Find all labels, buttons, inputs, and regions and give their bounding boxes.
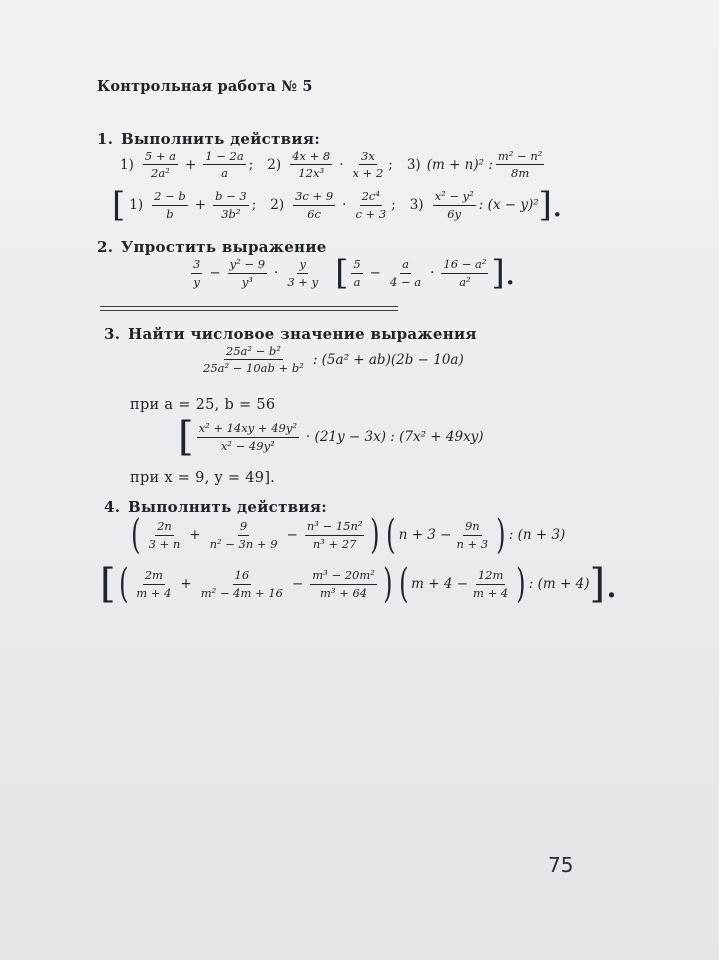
denominator: 6y [447,206,462,221]
operator: + [189,527,201,543]
task-3-condition: при a = 25, b = 56 [130,397,276,413]
numerator: m³ − 20m² [310,569,377,584]
fraction [143,150,178,179]
close-bracket: ]. [589,561,618,607]
item-label: 3) [406,156,421,173]
operator: · [342,197,347,213]
fraction [293,190,335,219]
task-1-alt-row [112,185,563,225]
fraction [353,190,388,219]
item-label: 2) [267,156,282,173]
fraction [228,258,267,287]
denominator: n³ + 27 [312,536,357,551]
numerator: 5 + a [143,150,178,165]
denominator: m + 4 [473,585,509,600]
denominator: a [221,166,228,181]
numerator: 1 − 2a [203,150,245,165]
task-2-title [97,238,327,256]
item-label: 1) [120,156,134,173]
numerator: x² + 14xy + 49y² [197,422,299,437]
denominator: y [193,274,200,289]
fraction [310,569,377,598]
denominator: a [353,274,361,289]
numerator: 3 [191,258,202,273]
task-4-main-row [128,512,566,558]
fraction [152,190,188,219]
task-1-main-row [120,150,547,179]
close-bracket: ]. [491,253,516,293]
expression: : (5a² + ab)(2b − 10a) [312,351,464,368]
operator: · [430,265,435,281]
numerator: a [400,258,411,273]
expression: : (m + 4) [528,576,590,592]
separator: ; [388,156,393,173]
denominator: m² − 4m + 16 [200,585,283,600]
expression: (m + n)² : [426,156,493,173]
numerator: 12m [476,569,506,584]
operator: + [184,156,197,173]
separator: ; [251,197,257,213]
expression: m + 4 − [411,576,469,592]
operator: + [194,197,207,213]
numerator: 2m [143,569,165,584]
task-4-number: 4. [104,498,121,516]
operator: · [339,156,344,173]
numerator: n³ − 15n² [305,520,365,535]
fraction [201,345,306,374]
fraction [351,258,362,287]
numerator: x² − y² [433,190,476,205]
fraction [290,150,332,179]
section-divider [100,310,398,311]
fraction [191,258,202,287]
page-number: 75 [548,853,574,877]
open-bracket: [ [112,185,126,225]
denominator: 3b² [221,206,241,221]
open-paren: ( [386,512,396,558]
denominator: n² − 3n + 9 [209,536,278,551]
task-3-main-row [198,345,464,374]
denominator: x² − 49y² [220,438,275,453]
operator: + [180,576,192,592]
denominator: c + 3 [355,206,387,221]
numerator: 9n [463,520,482,535]
numerator: y [297,258,308,273]
fraction [203,150,245,179]
numerator: 3c + 9 [293,190,335,205]
fraction [134,569,173,598]
open-bracket: [ [178,414,194,460]
task-2-text: Упростить выражение [121,238,327,256]
close-paren: ) [370,512,380,558]
numerator: b − 3 [213,190,249,205]
open-bracket: [ [335,253,349,293]
separator: ; [391,197,396,213]
fraction [147,520,183,549]
fraction [388,258,423,287]
operator: − [209,265,221,281]
numerator: 3x [359,150,377,165]
section-divider [100,306,398,307]
denominator: x + 2 [352,166,384,181]
page-title: Контрольная работа № 5 [97,78,313,95]
fraction [208,520,280,549]
operator: − [291,576,304,592]
open-paren: ( [398,561,409,607]
close-bracket: ]. [538,185,563,225]
task-3-text: Найти числовое значение выражения [128,325,477,343]
denominator: 6c [307,206,321,221]
operator: · [274,265,279,281]
denominator: m + 4 [136,585,172,600]
fraction [454,520,490,549]
denominator: m³ + 64 [320,585,368,600]
task-3-alt-condition: при x = 9, y = 49]. [130,470,276,486]
task-4-text: Выполнить действия: [128,498,328,516]
close-paren: ) [383,561,393,607]
task-3-title [104,325,477,343]
denominator: 8m [511,166,530,181]
numerator: 4x + 8 [290,150,332,165]
task-1-title [97,130,320,148]
numerator: 2c⁴ [360,190,382,205]
task-1-number: 1. [97,130,114,148]
denominator: n + 3 [456,536,489,551]
open-paren: ( [131,512,141,558]
operator: − [286,527,298,543]
fraction [213,190,249,219]
fraction [496,150,544,179]
fraction [471,569,510,598]
numerator: 16 [233,569,252,584]
denominator: 12x³ [298,166,325,181]
fraction [441,258,488,287]
denominator: 3 + n [148,536,181,551]
denominator: y³ [241,274,253,289]
task-2-row [188,253,516,293]
numerator: 2n [155,520,174,535]
expression: n + 3 − [398,527,452,543]
task-3-alt-row [178,414,484,460]
numerator: m² − n² [496,150,544,165]
item-label: 3) [409,197,424,213]
fraction [433,190,476,219]
item-label: 2) [270,197,285,213]
numerator: 9 [238,520,249,535]
fraction [197,422,299,451]
denominator: a² [459,274,471,289]
numerator: y² − 9 [228,258,267,273]
fraction [305,520,365,549]
expression: : (n + 3) [508,527,566,543]
open-paren: ( [118,561,129,607]
fraction [199,569,285,598]
denominator: 4 − a [389,274,422,289]
denominator: 2a² [151,166,170,181]
expression: : (x − y)² [478,197,539,213]
close-paren: ) [516,561,526,607]
close-paren: ) [496,512,506,558]
denominator: b [166,206,174,221]
numerator: 5 [351,258,362,273]
denominator: 3 + y [287,274,319,289]
denominator: 25a² − 10ab + b² [203,361,304,376]
task-1-text: Выполнить действия: [121,130,321,148]
open-bracket: [ [100,561,116,607]
separator: ; [248,156,254,173]
task-3-number: 3. [104,325,121,343]
fraction [285,258,320,287]
task-4-alt-row [100,561,618,607]
numerator: 2 − b [152,190,188,205]
operator: − [369,265,381,281]
task-2-number: 2. [97,238,114,256]
numerator: 25a² − b² [224,345,283,360]
numerator: 16 − a² [441,258,488,273]
item-label: 1) [129,197,144,213]
fraction [351,150,386,179]
expression: · (21y − 3x) : (7x² + 49xy) [305,429,484,445]
